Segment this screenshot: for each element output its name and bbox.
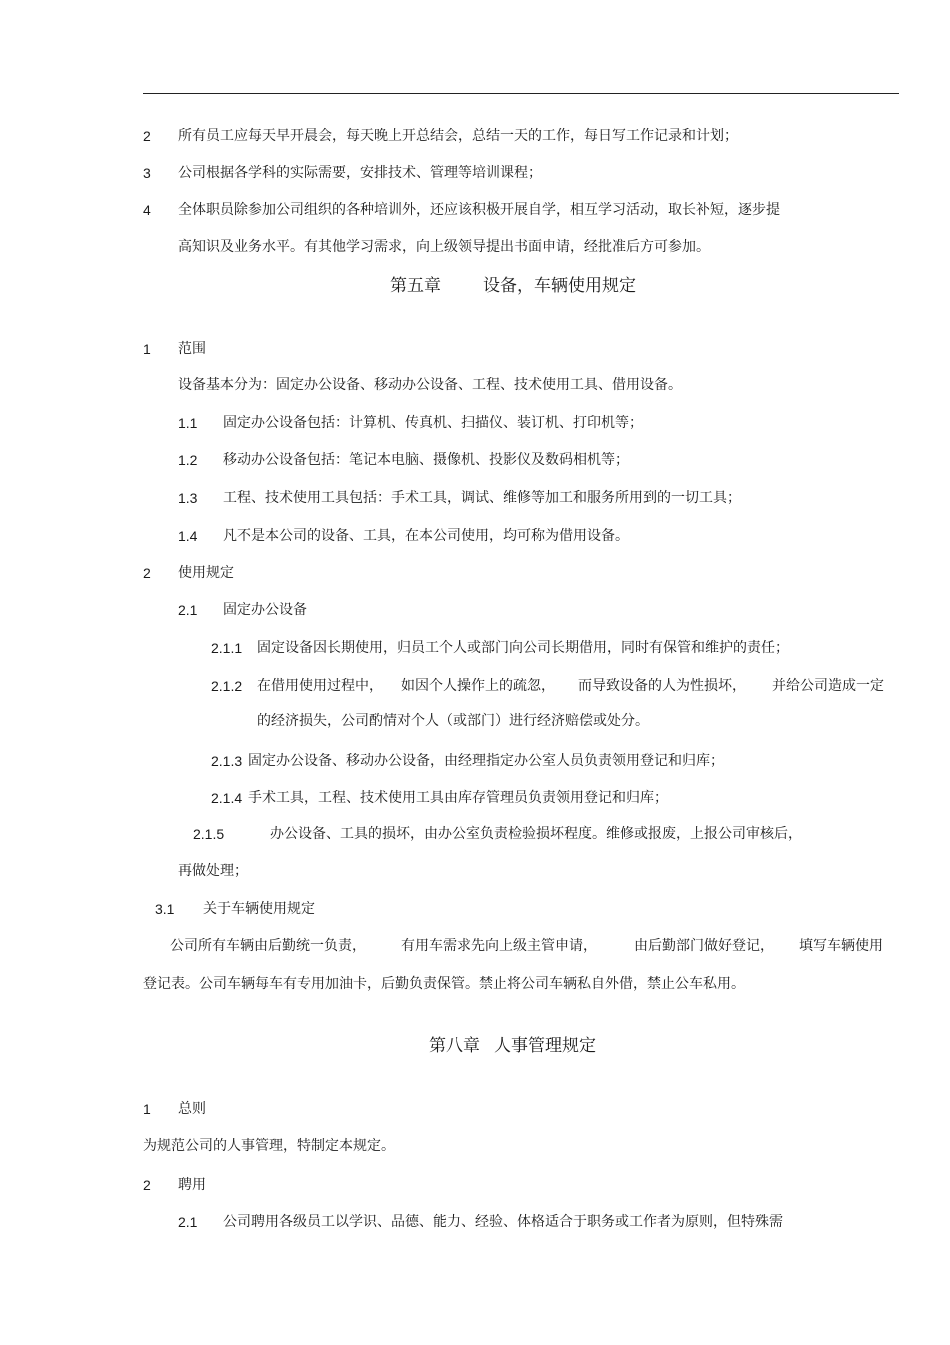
item-text: 工程、技术使用工具包括：手术工具，调试、维修等加工和服务所用到的一切工具； xyxy=(223,490,741,506)
paragraph-continued: 登记表。公司车辆每车有专用加油卡，后勤负责保管。禁止将公司车辆私自外借，禁止公车私用。 xyxy=(143,976,745,992)
subitem-text: 手术工具，工程、技术使用工具由库存管理员负责领用登记和归库； xyxy=(248,790,668,806)
paragraph: 设备基本分为：固定办公设备、移动办公设备、工程、技术使用工具、借用设备。 xyxy=(178,377,682,393)
chapter-title: 人事管理规定 xyxy=(494,1036,596,1056)
item-text: 公司聘用各级员工以学识、品德、能力、经验、体格适合于职务或工作者为原则，但特殊需 xyxy=(223,1214,783,1230)
item-text: 固定办公设备 xyxy=(223,602,307,618)
paragraph: 由后勤部门做好登记， xyxy=(634,938,774,954)
paragraph: 为规范公司的人事管理，特制定本规定。 xyxy=(143,1138,395,1154)
section-title: 聘用 xyxy=(178,1177,206,1193)
list-text: 公司根据各学科的实际需要，安排技术、管理等培训课程； xyxy=(178,165,542,181)
list-num: 3 xyxy=(143,165,151,181)
subitem-num: 2.1.5 xyxy=(193,826,225,842)
section-num: 2 xyxy=(143,1177,151,1193)
subitem-text-continued: 的经济损失，公司酌情对个人（或部门）进行经济赔偿或处分。 xyxy=(257,713,649,729)
item-num: 2.1 xyxy=(178,602,198,618)
subitem-num: 2.1.4 xyxy=(211,790,243,806)
subitem-text-continued: 再做处理； xyxy=(178,863,248,879)
subitem-text: 如因个人操作上的疏忽， xyxy=(401,678,555,694)
item-text: 凡不是本公司的设备、工具，在本公司使用，均可称为借用设备。 xyxy=(223,528,629,544)
subitem-num: 2.1.3 xyxy=(211,753,243,769)
paragraph: 公司所有车辆由后勤统一负责， xyxy=(170,938,366,954)
list-text: 所有员工应每天早开晨会，每天晚上开总结会，总结一天的工作，每日写工作记录和计划； xyxy=(178,128,738,144)
section-num: 2 xyxy=(143,565,151,581)
item-text: 固定办公设备包括：计算机、传真机、扫描仪、装订机、打印机等； xyxy=(223,415,643,431)
list-text: 全体职员除参加公司组织的各种培训外，还应该积极开展自学，相互学习活动，取长补短，逐步提 xyxy=(178,202,780,218)
subitem-text: 办公设备、工具的损坏，由办公室负责检验损坏程度。维修或报废，上报公司审核后， xyxy=(270,826,802,842)
item-num: 1.4 xyxy=(178,528,198,544)
subitem-num: 2.1.1 xyxy=(211,640,243,656)
chapter-label: 第五章 xyxy=(390,276,441,296)
item-text: 移动办公设备包括：笔记本电脑、摄像机、投影仪及数码相机等； xyxy=(223,452,629,468)
item-num: 1.2 xyxy=(178,452,198,468)
item-num: 3.1 xyxy=(155,901,175,917)
section-num: 1 xyxy=(143,1101,151,1117)
subitem-num: 2.1.2 xyxy=(211,678,243,694)
section-title: 范围 xyxy=(178,341,206,357)
section-title: 总则 xyxy=(178,1101,206,1117)
subitem-text: 而导致设备的人为性损坏， xyxy=(578,678,746,694)
chapter-heading xyxy=(429,1036,596,1056)
subitem-text: 并给公司造成一定 xyxy=(772,678,884,694)
subitem-text: 固定设备因长期使用，归员工个人或部门向公司长期借用，同时有保管和维护的责任； xyxy=(257,640,789,656)
chapter-label: 第八章 xyxy=(429,1036,480,1056)
header-rule xyxy=(143,93,899,94)
chapter-heading xyxy=(390,276,636,296)
item-num: 2.1 xyxy=(178,1214,198,1230)
item-text: 关于车辆使用规定 xyxy=(203,901,315,917)
chapter-title: 设备，车辆使用规定 xyxy=(483,276,636,296)
paragraph: 有用车需求先向上级主管申请， xyxy=(401,938,597,954)
item-num: 1.3 xyxy=(178,490,198,506)
subitem-text: 在借用使用过程中， xyxy=(257,678,383,694)
section-title: 使用规定 xyxy=(178,565,234,581)
item-num: 1.1 xyxy=(178,415,198,431)
list-text-continued: 高知识及业务水平。有其他学习需求，向上级领导提出书面申请，经批准后方可参加。 xyxy=(178,239,710,255)
paragraph: 填写车辆使用 xyxy=(799,938,883,954)
list-num: 4 xyxy=(143,202,151,218)
section-num: 1 xyxy=(143,341,151,357)
list-num: 2 xyxy=(143,128,151,144)
subitem-text: 固定办公设备、移动办公设备，由经理指定办公室人员负责领用登记和归库； xyxy=(248,753,724,769)
